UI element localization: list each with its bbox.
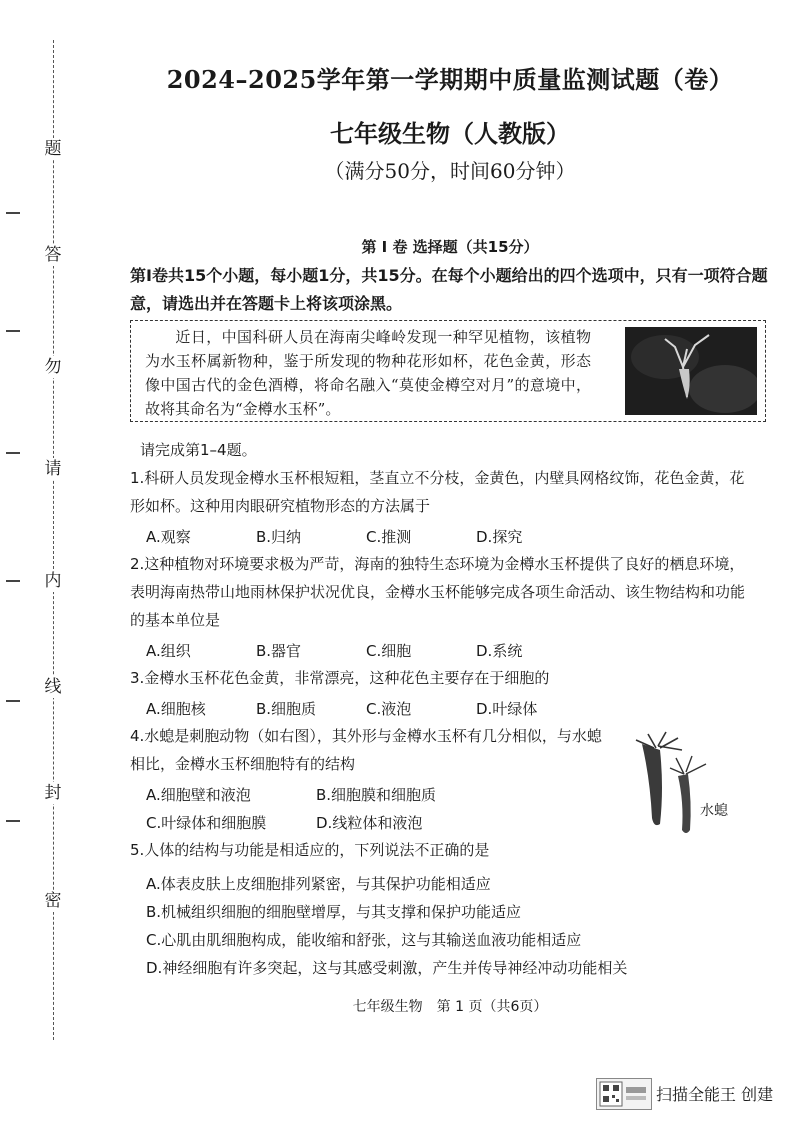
question-2: 2.这种植物对环境要求极为严苛，海南的独特生态环境为金樽水玉杯提供了良好的栖息环境，表明海南热带山地雨林保护状况优良，金樽水玉杯能够完成各项生命活动、该生物结构和功能的基本单位是 bbox=[130, 555, 746, 629]
option: C.心肌由肌细胞构成，能收缩和舒张，这与其输送血液功能相适应 bbox=[146, 931, 582, 949]
edge-mark bbox=[6, 580, 20, 582]
option: B.细胞膜和细胞质 bbox=[316, 786, 437, 804]
plant-photo-svg bbox=[625, 327, 757, 415]
page-footer: 七年级生物 第 1 页（共6页） bbox=[352, 999, 548, 1015]
section-title: 第 Ⅰ 卷 选择题（共15分） bbox=[361, 238, 539, 256]
question-3: 3.金樽水玉杯花色金黄，非常漂亮，这种花色主要存在于细胞的 bbox=[130, 669, 550, 687]
option: B.细胞质 bbox=[256, 700, 317, 718]
scanner-logo-icon bbox=[596, 1078, 652, 1110]
question-5-options bbox=[146, 870, 627, 982]
binding-char: 内 bbox=[42, 570, 64, 592]
option: A.体表皮肤上皮细胞排列紧密，与其保护功能相适应 bbox=[146, 875, 491, 893]
edge-mark bbox=[6, 330, 20, 332]
section-intro: 第Ⅰ卷共15个小题，每小题1分，共15分。在每个小题给出的四个选项中，只有一项符合题意，请选出并在答题卡上将该项涂黑。 bbox=[130, 266, 768, 313]
question-4-options-row1 bbox=[146, 784, 496, 805]
option: D.系统 bbox=[476, 642, 523, 660]
hydra-illustration bbox=[630, 728, 770, 840]
binding-char: 勿 bbox=[42, 356, 64, 378]
question-2-options bbox=[146, 640, 586, 661]
question-1: 1.科研人员发现金樽水玉杯根短粗，茎直立不分枝，金黄色，内壁具网格纹饰，花色金黄，花形如杯。这种用肉眼研究植物形态的方法属于 bbox=[130, 469, 745, 515]
binding-char: 封 bbox=[42, 782, 64, 804]
option: C.推测 bbox=[366, 528, 412, 546]
edge-mark bbox=[6, 820, 20, 822]
watermark-text: 扫描全能王 创建 bbox=[656, 1085, 774, 1104]
passage-content: 近日，中国科研人员在海南尖峰岭发现一种罕见植物，该植物为水玉杯属新物种，鉴于所发现的物种花形如杯，花色金黄，形态像中国古代的金色酒樽，将命名融入“莫使金樽空对月”的意境中，故将其命名为“金樽水玉杯”。 bbox=[145, 328, 591, 418]
binding-char: 题 bbox=[42, 138, 64, 160]
option: B.机械组织细胞的细胞壁增厚，与其支撑和保护功能适应 bbox=[146, 903, 522, 921]
option: D.神经细胞有许多突起，这与其感受刺激，产生并传导神经冲动功能相关 bbox=[146, 959, 628, 977]
option: A.细胞壁和液泡 bbox=[146, 786, 251, 804]
option: A.细胞核 bbox=[146, 700, 206, 718]
option: D.探究 bbox=[476, 528, 523, 546]
option: D.叶绿体 bbox=[476, 700, 538, 718]
option: C.叶绿体和细胞膜 bbox=[146, 814, 267, 832]
binding-char: 请 bbox=[42, 458, 64, 480]
question-4: 4.水螅是刺胞动物（如右图），其外形与金樽水玉杯有几分相似，与水螅相比，金樽水玉杯细胞特有的结构 bbox=[130, 727, 602, 773]
option: B.器官 bbox=[256, 642, 302, 660]
question-1-options bbox=[146, 526, 586, 547]
plant-photo bbox=[625, 327, 757, 415]
option: B.归纳 bbox=[256, 528, 302, 546]
passage-box bbox=[130, 320, 766, 422]
binding-char: 密 bbox=[42, 890, 64, 912]
binding-char: 线 bbox=[42, 676, 64, 698]
option: C.液泡 bbox=[366, 700, 412, 718]
exam-subject: 七年级生物（人教版） bbox=[330, 119, 570, 148]
exam-info: （满分50分，时间60分钟） bbox=[324, 159, 576, 183]
binding-line bbox=[38, 40, 68, 1040]
option: A.观察 bbox=[146, 528, 191, 546]
prompt-text: 请完成第1–4题。 bbox=[140, 441, 257, 459]
question-3-options bbox=[146, 698, 586, 719]
edge-mark bbox=[6, 452, 20, 454]
exam-title: 2024–2025学年第一学期期中质量监测试题（卷） bbox=[166, 65, 734, 94]
passage-text bbox=[145, 325, 591, 421]
question-5: 5.人体的结构与功能是相适应的，下列说法不正确的是 bbox=[130, 841, 490, 859]
edge-mark bbox=[6, 700, 20, 702]
edge-mark bbox=[6, 212, 20, 214]
option: D.线粒体和液泡 bbox=[316, 814, 423, 832]
option: A.组织 bbox=[146, 642, 191, 660]
scanner-watermark bbox=[596, 1078, 786, 1110]
hydra-label: 水螅 bbox=[700, 803, 728, 819]
question-4-options-row2 bbox=[146, 812, 496, 833]
option: C.细胞 bbox=[366, 642, 412, 660]
binding-char: 答 bbox=[42, 244, 64, 266]
